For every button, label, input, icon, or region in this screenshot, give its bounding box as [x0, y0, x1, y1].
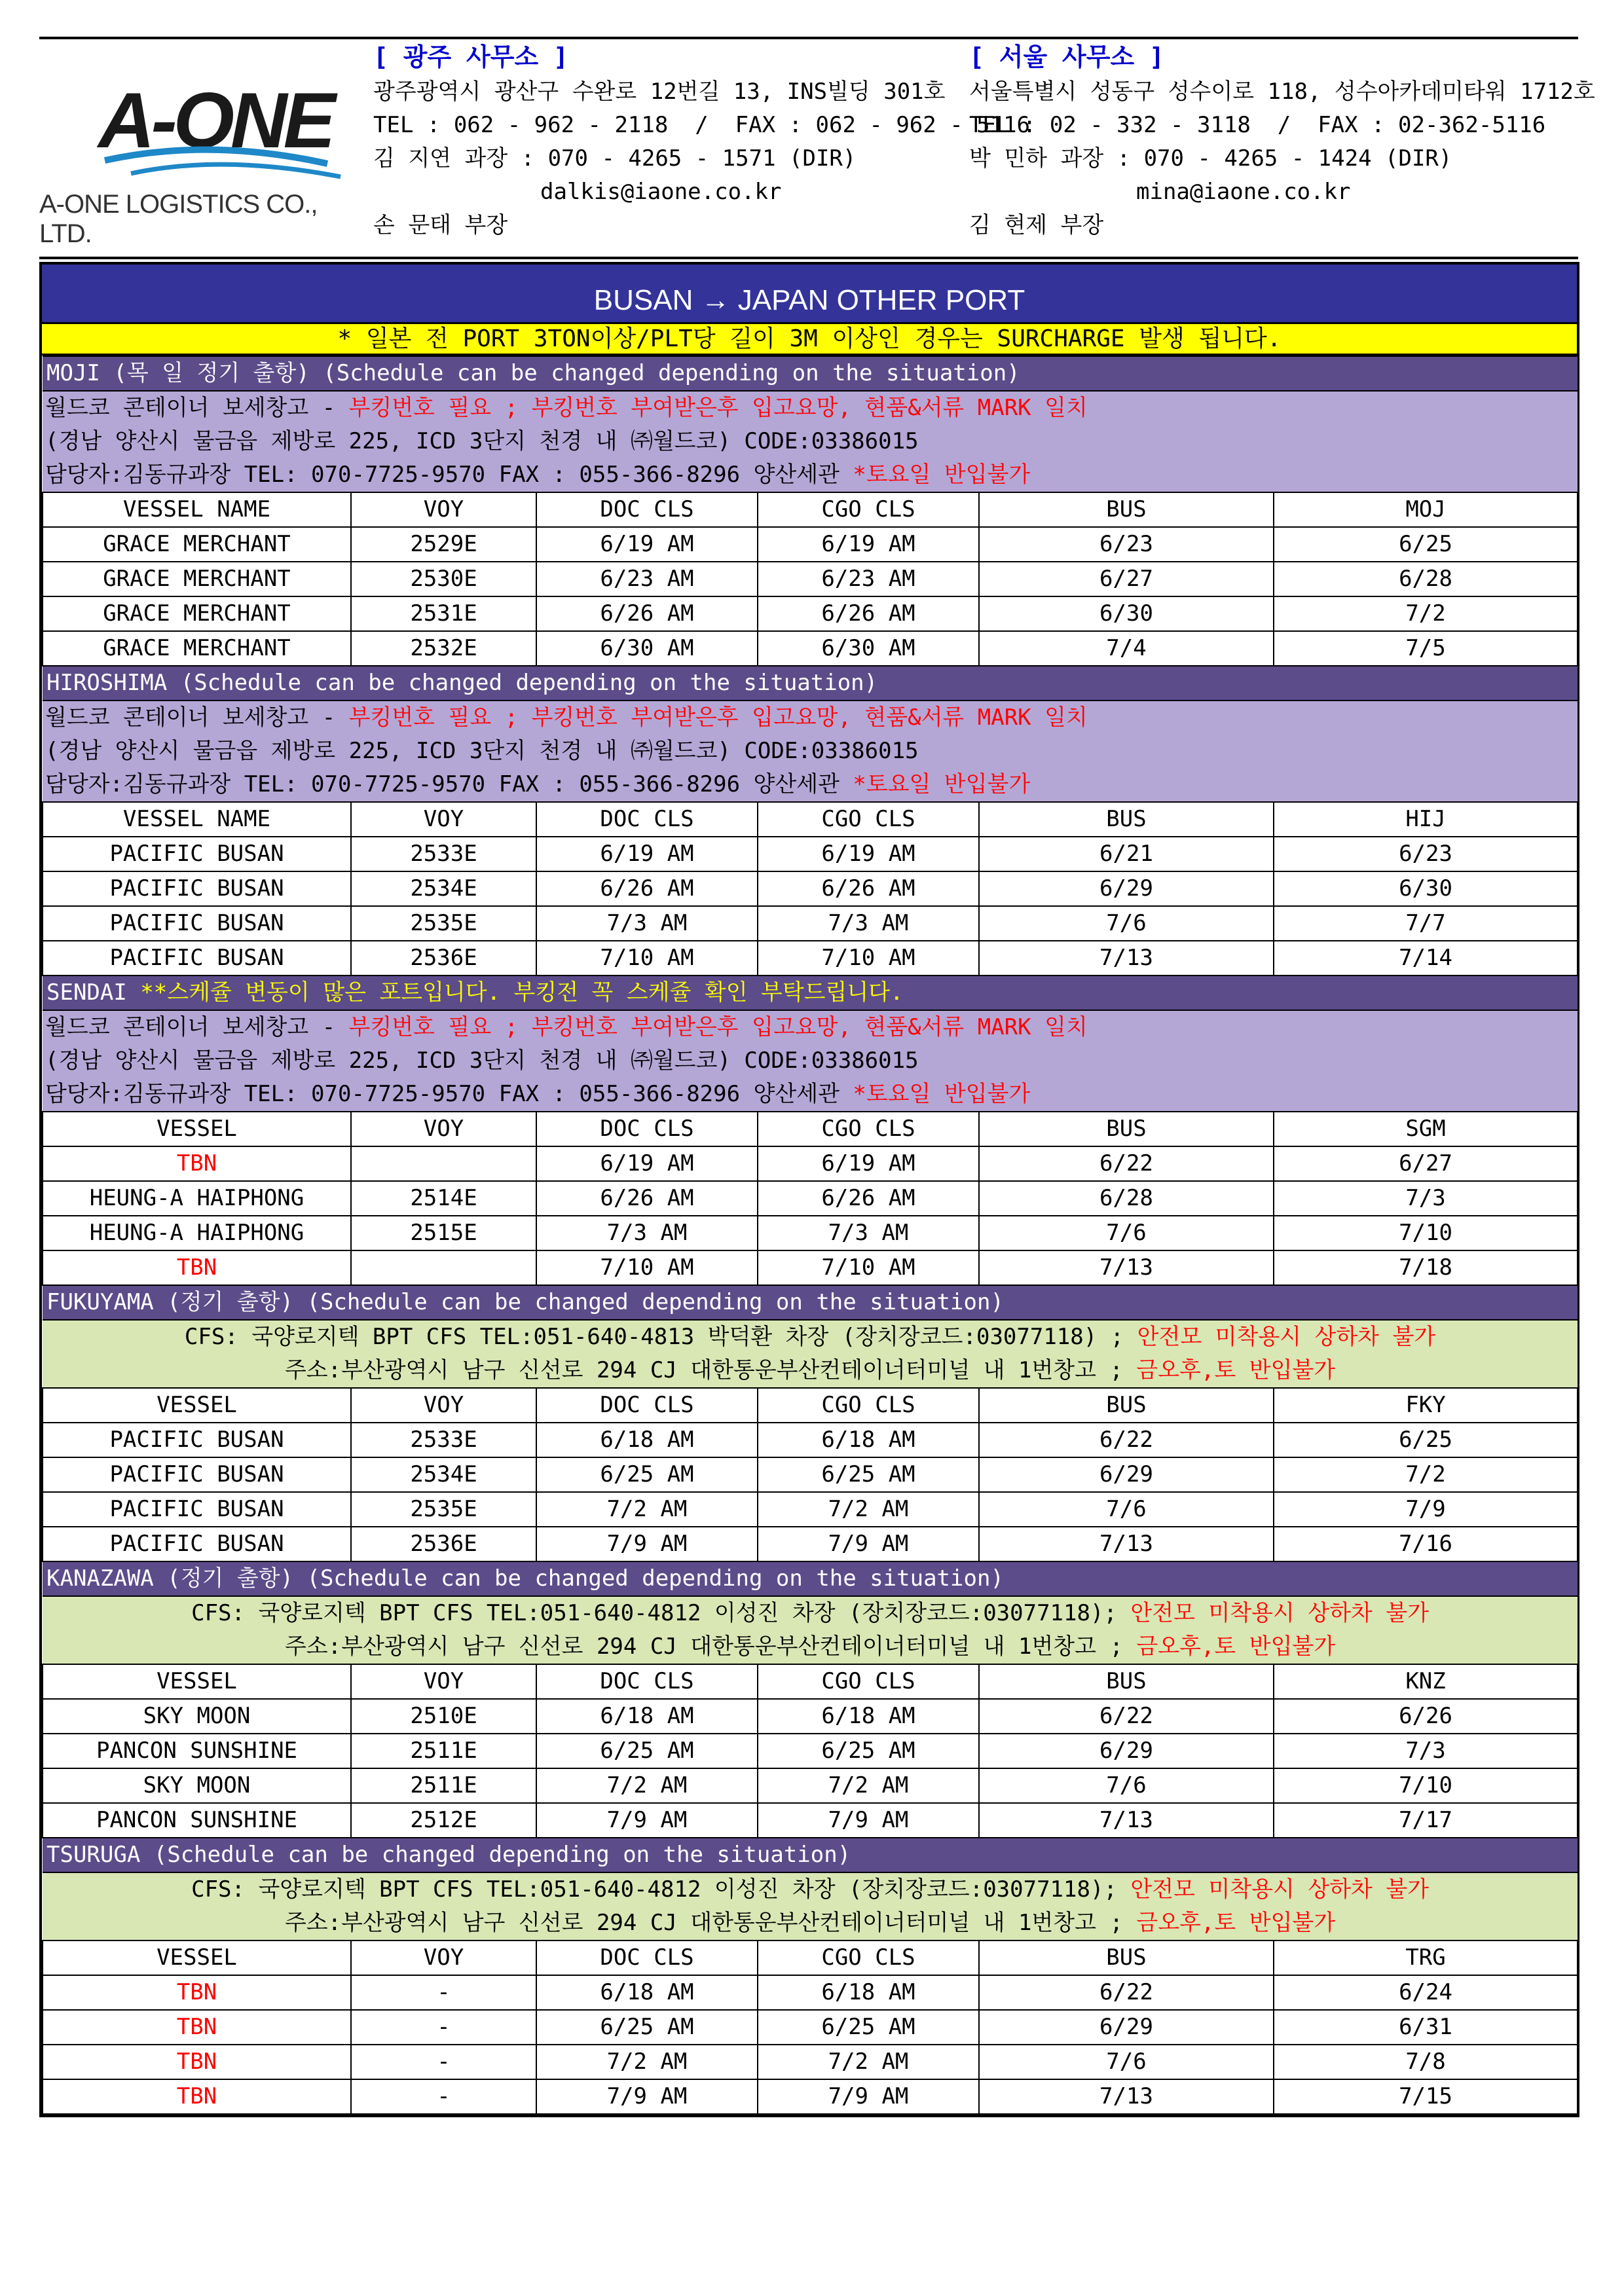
voy-cell: 2510E — [351, 1699, 536, 1734]
dest-cell: 7/5 — [1274, 631, 1578, 666]
bus-cell: 6/28 — [979, 1181, 1274, 1216]
table-row — [43, 1181, 1578, 1216]
vessel-cell: PACIFIC BUSAN — [43, 1457, 351, 1492]
dest-cell: 6/26 — [1274, 1699, 1578, 1734]
col-doc-cls: DOC CLS — [536, 802, 758, 837]
col-voy: VOY — [351, 1388, 536, 1423]
vessel-cell: TBN — [43, 1250, 351, 1285]
bus-cell: 7/13 — [979, 1803, 1274, 1838]
col-voy: VOY — [351, 492, 536, 527]
bus-cell: 6/29 — [979, 2010, 1274, 2045]
col-dest: SGM — [1274, 1112, 1578, 1146]
doc-cls-cell: 6/30 AM — [536, 631, 758, 666]
vessel-cell: PACIFIC BUSAN — [43, 941, 351, 975]
dest-cell: 6/25 — [1274, 527, 1578, 562]
cgo-cls-cell: 7/3 AM — [758, 906, 979, 941]
address-text: 주소:부산광역시 남구 신선로 294 CJ 대한통운부산컨테이너터미널 내 1번창고 ; — [284, 1357, 1137, 1383]
fukuyama-cfs-address — [43, 1354, 1578, 1388]
col-cgo-cls: CGO CLS — [758, 1941, 979, 1975]
col-dest: HIJ — [1274, 802, 1578, 837]
dest-cell: 7/2 — [1274, 1457, 1578, 1492]
bus-cell: 6/30 — [979, 596, 1274, 631]
col-cgo-cls: CGO CLS — [758, 492, 979, 527]
col-bus: BUS — [979, 1664, 1274, 1699]
table-row — [43, 837, 1578, 871]
a-one-logo-icon — [92, 65, 354, 203]
table-row — [43, 1975, 1578, 2010]
voy-cell — [351, 1250, 536, 1285]
col-bus: BUS — [979, 1941, 1274, 1975]
table-row — [43, 2010, 1578, 2045]
voy-cell: 2535E — [351, 1492, 536, 1527]
kanazawa-title: KANAZAWA (정기 출항) (Schedule can be changed depending on the situation) — [43, 1561, 1578, 1596]
friday-saturday-notice: 금오후,토 반입불가 — [1136, 1633, 1336, 1660]
doc-cls-cell: 7/9 AM — [536, 2079, 758, 2114]
doc-cls-cell: 6/18 AM — [536, 1975, 758, 2010]
doc-cls-cell: 7/2 AM — [536, 2045, 758, 2079]
dest-cell: 7/9 — [1274, 1492, 1578, 1527]
table-row — [43, 1146, 1578, 1181]
doc-cls-cell: 7/3 AM — [536, 1216, 758, 1250]
contact-text: 담당자:김동규과장 TEL: 070-7725-9570 FAX : 055-366-8296 양산세관 — [45, 771, 853, 797]
helmet-notice: 안전모 미착용시 상하차 불가 — [1130, 1600, 1429, 1626]
moji-title: MOJI (목 일 정기 출항) (Schedule can be changed depending on the situation) — [43, 356, 1578, 391]
col-voy: VOY — [351, 1664, 536, 1699]
fukuyama-cfs-line — [43, 1320, 1578, 1354]
bus-cell: 6/22 — [979, 1146, 1274, 1181]
table-row — [43, 871, 1578, 906]
sendai-warehouse-line — [43, 1010, 1578, 1044]
dest-cell: 6/28 — [1274, 562, 1578, 596]
bus-cell: 6/27 — [979, 562, 1274, 596]
doc-cls-cell: 7/3 AM — [536, 906, 758, 941]
sendai-warning: **스케쥴 변동이 많은 포트입니다. 부킹전 꼭 스케쥴 확인 부탁드립니다. — [140, 979, 904, 1006]
dest-cell: 6/24 — [1274, 1975, 1578, 2010]
voy-cell: 2530E — [351, 562, 536, 596]
doc-cls-cell: 6/19 AM — [536, 837, 758, 871]
moji-warehouse-line — [43, 391, 1578, 425]
section-sendai — [43, 975, 1578, 1285]
moji-warehouse-contact — [43, 458, 1578, 492]
seoul-office — [969, 41, 1595, 242]
warehouse-name: 월드코 콘테이너 보세창고 - — [45, 395, 349, 421]
table-row — [43, 1492, 1578, 1527]
kanazawa-cfs-address — [43, 1630, 1578, 1664]
doc-cls-cell: 7/2 AM — [536, 1768, 758, 1803]
vessel-cell: GRACE MERCHANT — [43, 631, 351, 666]
dest-cell: 6/23 — [1274, 837, 1578, 871]
hiroshima-title: HIROSHIMA (Schedule can be changed depending on the situation) — [43, 666, 1578, 701]
vessel-cell: TBN — [43, 1975, 351, 2010]
voy-cell: 2536E — [351, 1527, 536, 1561]
voy-cell: 2534E — [351, 1457, 536, 1492]
voy-cell: 2533E — [351, 837, 536, 871]
table-row — [43, 1803, 1578, 1838]
dest-cell: 7/10 — [1274, 1768, 1578, 1803]
dest-cell: 7/18 — [1274, 1250, 1578, 1285]
friday-saturday-notice: 금오후,토 반입불가 — [1136, 1910, 1336, 1936]
friday-saturday-notice: 금오후,토 반입불가 — [1136, 1357, 1336, 1383]
vessel-cell: GRACE MERCHANT — [43, 562, 351, 596]
fukuyama-title: FUKUYAMA (정기 출항) (Schedule can be changed depending on the situation) — [43, 1285, 1578, 1320]
moji-warehouse-address: (경남 양산시 물금읍 제방로 225, ICD 3단지 천경 내 ㈜월드코) CODE:03386015 — [43, 425, 1578, 458]
doc-cls-cell: 6/25 AM — [536, 1734, 758, 1768]
dest-cell: 7/3 — [1274, 1734, 1578, 1768]
gwangju-contact-kim: 김 지연 과장 : 070 - 4265 - 1571 (DIR) — [373, 145, 857, 172]
dest-cell: 7/8 — [1274, 2045, 1578, 2079]
cgo-cls-cell: 7/10 AM — [758, 941, 979, 975]
helmet-notice: 안전모 미착용시 상하차 불가 — [1137, 1324, 1436, 1350]
sendai-title — [43, 975, 1578, 1010]
vessel-cell: GRACE MERCHANT — [43, 527, 351, 562]
cgo-cls-cell: 6/25 AM — [758, 2010, 979, 2045]
cgo-cls-cell: 6/30 AM — [758, 631, 979, 666]
col-cgo-cls: CGO CLS — [758, 1112, 979, 1146]
table-row — [43, 562, 1578, 596]
vessel-cell: HEUNG-A HAIPHONG — [43, 1181, 351, 1216]
voy-cell: - — [351, 2010, 536, 2045]
cgo-cls-cell: 7/3 AM — [758, 1216, 979, 1250]
vessel-cell: SKY MOON — [43, 1699, 351, 1734]
booking-requirement: 부킹번호 필요 ; 부킹번호 부여받은후 입고요망, 현품&서류 MARK 일치 — [348, 395, 1088, 421]
cfs-text: CFS: 국양로지텍 BPT CFS TEL:051-640-4813 박덕환 차장 (장치장코드:03077118) ; — [184, 1324, 1137, 1350]
hiroshima-warehouse-line — [43, 701, 1578, 735]
col-vessel: VESSEL NAME — [43, 802, 351, 837]
surcharge-notice: * 일본 전 PORT 3TON이상/PLT당 길이 3M 이상인 경우는 SURCHARGE 발생 됩니다. — [42, 324, 1577, 355]
gwangju-contact-son: 손 문태 부장 — [373, 212, 508, 238]
voy-cell: 2529E — [351, 527, 536, 562]
voy-cell: 2515E — [351, 1216, 536, 1250]
saturday-notice: *토요일 반입불가 — [853, 771, 1031, 797]
address-text: 주소:부산광역시 남구 신선로 294 CJ 대한통운부산컨테이너터미널 내 1번창고 ; — [284, 1910, 1137, 1936]
saturday-notice: *토요일 반입불가 — [853, 462, 1031, 488]
vessel-cell: PACIFIC BUSAN — [43, 1492, 351, 1527]
cfs-text: CFS: 국양로지텍 BPT CFS TEL:051-640-4812 이성진 차장 (장치장코드:03077118); — [191, 1876, 1131, 1903]
cgo-cls-cell: 7/10 AM — [758, 1250, 979, 1285]
table-row — [43, 1768, 1578, 1803]
table-row — [43, 527, 1578, 562]
cgo-cls-cell: 6/19 AM — [758, 837, 979, 871]
bus-cell: 6/29 — [979, 1457, 1274, 1492]
seoul-email[interactable]: mina@iaone.co.kr — [1136, 179, 1351, 205]
vessel-cell: PANCON SUNSHINE — [43, 1803, 351, 1838]
dest-cell: 6/31 — [1274, 2010, 1578, 2045]
col-bus: BUS — [979, 492, 1274, 527]
booking-requirement: 부킹번호 필요 ; 부킹번호 부여받은후 입고요망, 현품&서류 MARK 일치 — [348, 704, 1088, 731]
vessel-cell: PANCON SUNSHINE — [43, 1734, 351, 1768]
col-dest: TRG — [1274, 1941, 1578, 1975]
col-cgo-cls: CGO CLS — [758, 802, 979, 837]
col-doc-cls: DOC CLS — [536, 1388, 758, 1423]
doc-cls-cell: 6/23 AM — [536, 562, 758, 596]
seoul-contact-kim: 김 현제 부장 — [969, 212, 1104, 238]
helmet-notice: 안전모 미착용시 상하차 불가 — [1130, 1876, 1429, 1903]
table-row — [43, 2079, 1578, 2114]
sendai-warehouse-address: (경남 양산시 물금읍 제방로 225, ICD 3단지 천경 내 ㈜월드코) CODE:03386015 — [43, 1044, 1578, 1078]
col-vessel: VESSEL — [43, 1112, 351, 1146]
voy-cell: 2511E — [351, 1768, 536, 1803]
dest-cell: 7/2 — [1274, 596, 1578, 631]
company-name: A-ONE LOGISTICS CO., LTD. — [39, 190, 318, 248]
seoul-tel-fax: TEL : 02 - 332 - 3118 / FAX : 02-362-5116 — [969, 112, 1546, 138]
table-row — [43, 596, 1578, 631]
tsuruga-cfs-address — [43, 1906, 1578, 1941]
doc-cls-cell: 6/26 AM — [536, 596, 758, 631]
voy-cell: - — [351, 2045, 536, 2079]
section-moji — [43, 356, 1578, 666]
hiroshima-warehouse-address: (경남 양산시 물금읍 제방로 225, ICD 3단지 천경 내 ㈜월드코) CODE:03386015 — [43, 735, 1578, 768]
bus-cell: 6/29 — [979, 871, 1274, 906]
doc-cls-cell: 7/9 AM — [536, 1527, 758, 1561]
col-vessel: VESSEL — [43, 1664, 351, 1699]
col-voy: VOY — [351, 1112, 536, 1146]
vessel-cell: PACIFIC BUSAN — [43, 871, 351, 906]
col-voy: VOY — [351, 802, 536, 837]
doc-cls-cell: 7/9 AM — [536, 1803, 758, 1838]
dest-cell: 7/17 — [1274, 1803, 1578, 1838]
company-logo — [39, 65, 354, 248]
cgo-cls-cell: 7/9 AM — [758, 2079, 979, 2114]
dest-cell: 6/30 — [1274, 871, 1578, 906]
gwangju-office — [373, 41, 1030, 242]
voy-cell: 2532E — [351, 631, 536, 666]
dest-cell: 6/27 — [1274, 1146, 1578, 1181]
table-row — [43, 1250, 1578, 1285]
voy-cell: - — [351, 1975, 536, 2010]
table-row — [43, 1734, 1578, 1768]
bus-cell: 6/22 — [979, 1975, 1274, 2010]
seoul-address: 서울특별시 성동구 성수이로 118, 성수아카데미타워 1712호 — [969, 79, 1595, 105]
col-dest: KNZ — [1274, 1664, 1578, 1699]
cgo-cls-cell: 6/26 AM — [758, 1181, 979, 1216]
col-doc-cls: DOC CLS — [536, 1112, 758, 1146]
table-row — [43, 631, 1578, 666]
cgo-cls-cell: 6/18 AM — [758, 1699, 979, 1734]
col-voy: VOY — [351, 1941, 536, 1975]
voy-cell: 2531E — [351, 596, 536, 631]
cfs-text: CFS: 국양로지텍 BPT CFS TEL:051-640-4812 이성진 차장 (장치장코드:03077118); — [191, 1600, 1131, 1626]
vessel-cell: PACIFIC BUSAN — [43, 1527, 351, 1561]
bus-cell: 7/13 — [979, 1527, 1274, 1561]
vessel-cell: TBN — [43, 2045, 351, 2079]
voy-cell: 2536E — [351, 941, 536, 975]
cgo-cls-cell: 6/25 AM — [758, 1734, 979, 1768]
bus-cell: 6/29 — [979, 1734, 1274, 1768]
bus-cell: 7/6 — [979, 906, 1274, 941]
doc-cls-cell: 6/26 AM — [536, 871, 758, 906]
voy-cell: 2512E — [351, 1803, 536, 1838]
contact-text: 담당자:김동규과장 TEL: 070-7725-9570 FAX : 055-366-8296 양산세관 — [45, 462, 853, 488]
voy-cell: 2534E — [351, 871, 536, 906]
vessel-cell: TBN — [43, 2010, 351, 2045]
warehouse-name: 월드코 콘테이너 보세창고 - — [45, 1014, 349, 1040]
dest-cell: 6/25 — [1274, 1423, 1578, 1457]
section-hiroshima — [43, 666, 1578, 975]
col-doc-cls: DOC CLS — [536, 1941, 758, 1975]
cgo-cls-cell: 7/2 AM — [758, 1492, 979, 1527]
warehouse-name: 월드코 콘테이너 보세창고 - — [45, 704, 349, 731]
sendai-header-row — [43, 1112, 1578, 1146]
doc-cls-cell: 6/25 AM — [536, 2010, 758, 2045]
doc-cls-cell: 6/18 AM — [536, 1699, 758, 1734]
cgo-cls-cell: 6/23 AM — [758, 562, 979, 596]
col-vessel: VESSEL — [43, 1941, 351, 1975]
table-row — [43, 906, 1578, 941]
voy-cell: 2533E — [351, 1423, 536, 1457]
vessel-cell: TBN — [43, 2079, 351, 2114]
table-row — [43, 941, 1578, 975]
kanazawa-cfs-line — [43, 1596, 1578, 1630]
cgo-cls-cell: 6/18 AM — [758, 1423, 979, 1457]
kanazawa-header-row — [43, 1664, 1578, 1699]
svg-text:A-ONE: A-ONE — [98, 77, 332, 164]
tsuruga-header-row — [43, 1941, 1578, 1975]
table-row — [43, 1457, 1578, 1492]
cgo-cls-cell: 7/9 AM — [758, 1527, 979, 1561]
tsuruga-title: TSURUGA (Schedule can be changed depending on the situation) — [43, 1838, 1578, 1872]
col-cgo-cls: CGO CLS — [758, 1388, 979, 1423]
doc-cls-cell: 7/10 AM — [536, 1250, 758, 1285]
hiroshima-header-row — [43, 802, 1578, 837]
dest-cell: 7/3 — [1274, 1181, 1578, 1216]
vessel-cell: TBN — [43, 1146, 351, 1181]
table-row — [43, 1216, 1578, 1250]
doc-cls-cell: 6/26 AM — [536, 1181, 758, 1216]
col-dest: FKY — [1274, 1388, 1578, 1423]
voy-cell: 2514E — [351, 1181, 536, 1216]
vessel-cell: PACIFIC BUSAN — [43, 906, 351, 941]
doc-cls-cell: 7/2 AM — [536, 1492, 758, 1527]
gwangju-tel-fax: TEL : 062 - 962 - 2118 / FAX : 062 - 962 - 5116 — [373, 112, 1031, 138]
bus-cell: 6/21 — [979, 837, 1274, 871]
tsuruga-cfs-line — [43, 1872, 1578, 1906]
route-banner: BUSAN → JAPAN OTHER PORT — [42, 264, 1577, 324]
vessel-cell: SKY MOON — [43, 1768, 351, 1803]
cgo-cls-cell: 6/19 AM — [758, 527, 979, 562]
bus-cell: 6/22 — [979, 1699, 1274, 1734]
cgo-cls-cell: 6/26 AM — [758, 596, 979, 631]
cgo-cls-cell: 7/9 AM — [758, 1803, 979, 1838]
address-text: 주소:부산광역시 남구 신선로 294 CJ 대한통운부산컨테이너터미널 내 1번창고 ; — [284, 1633, 1137, 1660]
section-fukuyama — [43, 1285, 1578, 1561]
dest-cell: 7/16 — [1274, 1527, 1578, 1561]
voy-cell: 2535E — [351, 906, 536, 941]
dest-cell: 7/10 — [1274, 1216, 1578, 1250]
col-doc-cls: DOC CLS — [536, 1664, 758, 1699]
moji-header-row — [43, 492, 1578, 527]
vessel-cell: GRACE MERCHANT — [43, 596, 351, 631]
cgo-cls-cell: 7/2 AM — [758, 2045, 979, 2079]
section-tsuruga — [43, 1838, 1578, 2114]
doc-cls-cell: 6/19 AM — [536, 1146, 758, 1181]
seoul-contact-park: 박 민하 과장 : 070 - 4265 - 1424 (DIR) — [969, 145, 1452, 172]
col-bus: BUS — [979, 1388, 1274, 1423]
vessel-cell: PACIFIC BUSAN — [43, 1423, 351, 1457]
bus-cell: 7/6 — [979, 1216, 1274, 1250]
col-vessel: VESSEL NAME — [43, 492, 351, 527]
col-dest: MOJ — [1274, 492, 1578, 527]
table-row — [43, 1527, 1578, 1561]
booking-requirement: 부킹번호 필요 ; 부킹번호 부여받은후 입고요망, 현품&서류 MARK 일치 — [348, 1014, 1088, 1040]
bus-cell: 7/6 — [979, 1492, 1274, 1527]
bus-cell: 6/23 — [979, 527, 1274, 562]
table-row — [43, 1423, 1578, 1457]
gwangju-address: 광주광역시 광산구 수완로 12번길 13, INS빌딩 301호 — [373, 79, 946, 105]
bus-cell: 7/13 — [979, 941, 1274, 975]
schedule-table — [42, 355, 1578, 2115]
table-row — [43, 2045, 1578, 2079]
voy-cell — [351, 1146, 536, 1181]
dest-cell: 7/7 — [1274, 906, 1578, 941]
doc-cls-cell: 7/10 AM — [536, 941, 758, 975]
vessel-cell: HEUNG-A HAIPHONG — [43, 1216, 351, 1250]
saturday-notice: *토요일 반입불가 — [853, 1081, 1031, 1107]
fukuyama-header-row — [43, 1388, 1578, 1423]
cgo-cls-cell: 6/18 AM — [758, 1975, 979, 2010]
cgo-cls-cell: 6/19 AM — [758, 1146, 979, 1181]
cgo-cls-cell: 7/2 AM — [758, 1768, 979, 1803]
dest-cell: 7/15 — [1274, 2079, 1578, 2114]
sendai-port-name: SENDAI — [46, 979, 141, 1006]
bus-cell: 7/13 — [979, 1250, 1274, 1285]
bus-cell: 7/13 — [979, 2079, 1274, 2114]
col-bus: BUS — [979, 1112, 1274, 1146]
doc-cls-cell: 6/18 AM — [536, 1423, 758, 1457]
col-doc-cls: DOC CLS — [536, 492, 758, 527]
cgo-cls-cell: 6/25 AM — [758, 1457, 979, 1492]
gwangju-office-title: [ 광주 사무소 ] — [373, 43, 568, 71]
schedule-sheet — [39, 262, 1579, 2117]
section-kanazawa — [43, 1561, 1578, 1838]
bus-cell: 7/6 — [979, 1768, 1274, 1803]
table-row — [43, 1699, 1578, 1734]
cgo-cls-cell: 6/26 AM — [758, 871, 979, 906]
bus-cell: 6/22 — [979, 1423, 1274, 1457]
doc-cls-cell: 6/19 AM — [536, 527, 758, 562]
col-cgo-cls: CGO CLS — [758, 1664, 979, 1699]
hiroshima-warehouse-contact — [43, 768, 1578, 802]
top-rule — [39, 37, 1578, 39]
voy-cell: - — [351, 2079, 536, 2114]
bus-cell: 7/6 — [979, 2045, 1274, 2079]
doc-cls-cell: 6/25 AM — [536, 1457, 758, 1492]
bus-cell: 7/4 — [979, 631, 1274, 666]
voy-cell: 2511E — [351, 1734, 536, 1768]
sendai-warehouse-contact — [43, 1078, 1578, 1112]
gwangju-email[interactable]: dalkis@iaone.co.kr — [540, 179, 782, 205]
col-bus: BUS — [979, 802, 1274, 837]
header-divider — [39, 257, 1578, 259]
seoul-office-title: [ 서울 사무소 ] — [969, 43, 1164, 71]
vessel-cell: PACIFIC BUSAN — [43, 837, 351, 871]
dest-cell: 7/14 — [1274, 941, 1578, 975]
col-vessel: VESSEL — [43, 1388, 351, 1423]
contact-text: 담당자:김동규과장 TEL: 070-7725-9570 FAX : 055-366-8296 양산세관 — [45, 1081, 853, 1107]
